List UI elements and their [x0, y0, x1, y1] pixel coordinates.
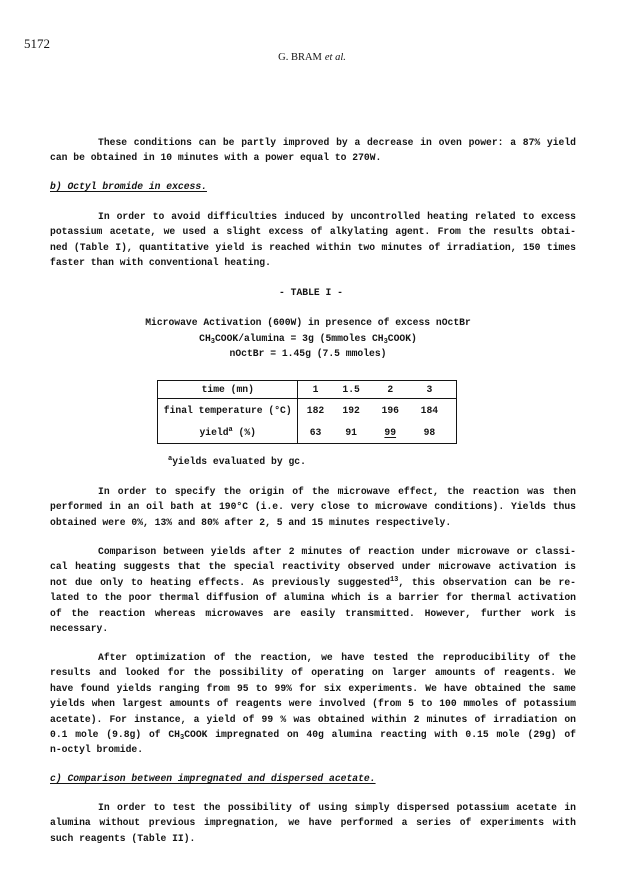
table-row [158, 399, 456, 421]
table-cell: 98 [423, 426, 436, 438]
section-heading-b [50, 179, 576, 194]
caption-line [0, 331, 616, 347]
table-row [158, 381, 456, 399]
text-line: In order to avoid difficulties induced by uncontrolled heating related to excess [98, 211, 576, 222]
table-cell: 184 [420, 404, 439, 416]
row-label: time (mn) [158, 381, 298, 399]
table-cell: 1 [298, 381, 332, 399]
table-cell: 1.5 [333, 381, 370, 399]
text-line: acetate). For instance, a yield of 99 % was obtained within 2 minutes of irradiation on [50, 713, 576, 725]
caption-line: Microwave Activation (600W) in presence of excess nOctBr [145, 317, 471, 328]
footnote-marker: a [168, 455, 173, 463]
page-number: 5172 [24, 36, 50, 51]
table-label: - TABLE I - [279, 287, 343, 298]
section-heading-text: c) Comparison between impregnated and dispersed acetate. [50, 773, 376, 784]
table-cell [370, 421, 411, 443]
footnote-text: yields evaluated by gc. [172, 456, 306, 467]
paragraph-3 [50, 484, 576, 530]
text-line: necessary. [50, 622, 109, 634]
paragraph-5 [50, 650, 576, 758]
text-line: have found yields ranging from 95 to 99% for six experiments. We have obtained the same [50, 682, 576, 694]
subscript: 3 [179, 734, 185, 743]
text-segment: COOK impregnated on 40g alumina reacting with 0.15 mole (29g) of [184, 728, 576, 740]
paragraph-1 [50, 135, 576, 166]
section-heading-text: b) Octyl bromide in excess. [50, 181, 207, 192]
table-caption [0, 315, 616, 362]
underlined-value: 99 [384, 426, 397, 438]
paragraph-2 [50, 209, 576, 271]
subscript: 3 [383, 338, 388, 346]
text-line: faster than with conventional heating. [50, 257, 271, 269]
row-label-text: yield [199, 426, 229, 438]
footnote-marker: a [228, 425, 233, 434]
text-line: n-octyl bromide. [50, 744, 144, 756]
text-line: lated to the poor thermal diffusion of alumina which is a barrier for thermal activation [50, 592, 576, 604]
table-cell: 3 [411, 381, 456, 399]
table-cell: 91 [345, 426, 357, 438]
table-cell: 182 [306, 404, 325, 416]
text-segment: not due only to heating effects. As previously suggested [50, 576, 390, 588]
data-table [157, 380, 457, 444]
text-line: can be obtained in 10 minutes with a power equal to 270W. [50, 152, 382, 164]
text-line [50, 575, 576, 590]
caption-segment: COOK) [387, 332, 417, 344]
text-line: In order to specify the origin of the microwave effect, the reaction was then [98, 486, 576, 497]
text-line: potassium acetate, we used a slight excess of alkylating agent. From the results obtai- [50, 226, 576, 238]
text-line: In order to test the possibility of using simply dispersed potassium acetate in [98, 802, 576, 813]
caption-line: nOctBr = 1.45g (7.5 mmoles) [229, 348, 387, 359]
text-line: results and looked for the possibility of operating on larger amounts of reagents. We [50, 667, 576, 679]
caption-segment: CH [199, 332, 211, 344]
row-label [158, 421, 298, 443]
section-heading-c [50, 771, 576, 786]
table-cell: 2 [370, 381, 411, 399]
text-line: After optimization of the reaction, we have tested the reproducibility of the [98, 652, 576, 663]
text-line: ned (Table I), quantitative yield is reached within two minutes of irradiation, 150 times [50, 241, 576, 253]
text-line: of the reaction whereas microwaves are easily transmitted. However, further work is [50, 607, 576, 619]
table-row [158, 421, 456, 443]
table-footnote [168, 454, 306, 469]
text-line: performed in an oil bath at 190°C (i.e. very close to microwave conditions). Yields thus [50, 501, 576, 513]
text-segment: , this observation can be re- [398, 576, 576, 588]
text-line: yields when largest amounts of reagents were involved (from 5 to 100 mmoles of potassium [50, 698, 576, 710]
text-line [50, 727, 576, 742]
text-line: These conditions can be partly improved by a decrease in oven power: a 87% yield [98, 137, 576, 148]
paragraph-6 [50, 800, 576, 846]
caption-segment: COOK/alumina = 3g (5mmoles CH [214, 332, 384, 344]
running-head-authors: G. BRAM [278, 52, 322, 63]
running-head-suffix: et al. [324, 52, 346, 63]
subscript: 3 [210, 338, 215, 346]
text-line: Comparison between yields after 2 minutes of reaction under microwave or classi- [98, 546, 576, 557]
table-cell: 192 [342, 404, 360, 416]
reference-superscript: 13 [389, 575, 399, 584]
table-cell: 196 [381, 404, 399, 416]
paragraph-4 [50, 544, 576, 636]
text-segment: 0.1 mole (9.8g) of CH [50, 728, 180, 740]
row-label: final temperature (°C) [158, 399, 298, 421]
text-line: obtained were 0%, 13% and 80% after 2, 5 and 15 minutes respectively. [50, 516, 452, 528]
text-line: cal heating suggests that the special reactivity observed under microwave activation is [50, 561, 576, 573]
table-cell: 63 [309, 426, 322, 438]
row-label-unit: (%) [238, 426, 256, 438]
running-head [0, 51, 624, 65]
text-line: alumina without previous impregnation, we have performed a series of experiments with [50, 817, 576, 829]
text-line: such reagents (Table II). [50, 832, 196, 844]
